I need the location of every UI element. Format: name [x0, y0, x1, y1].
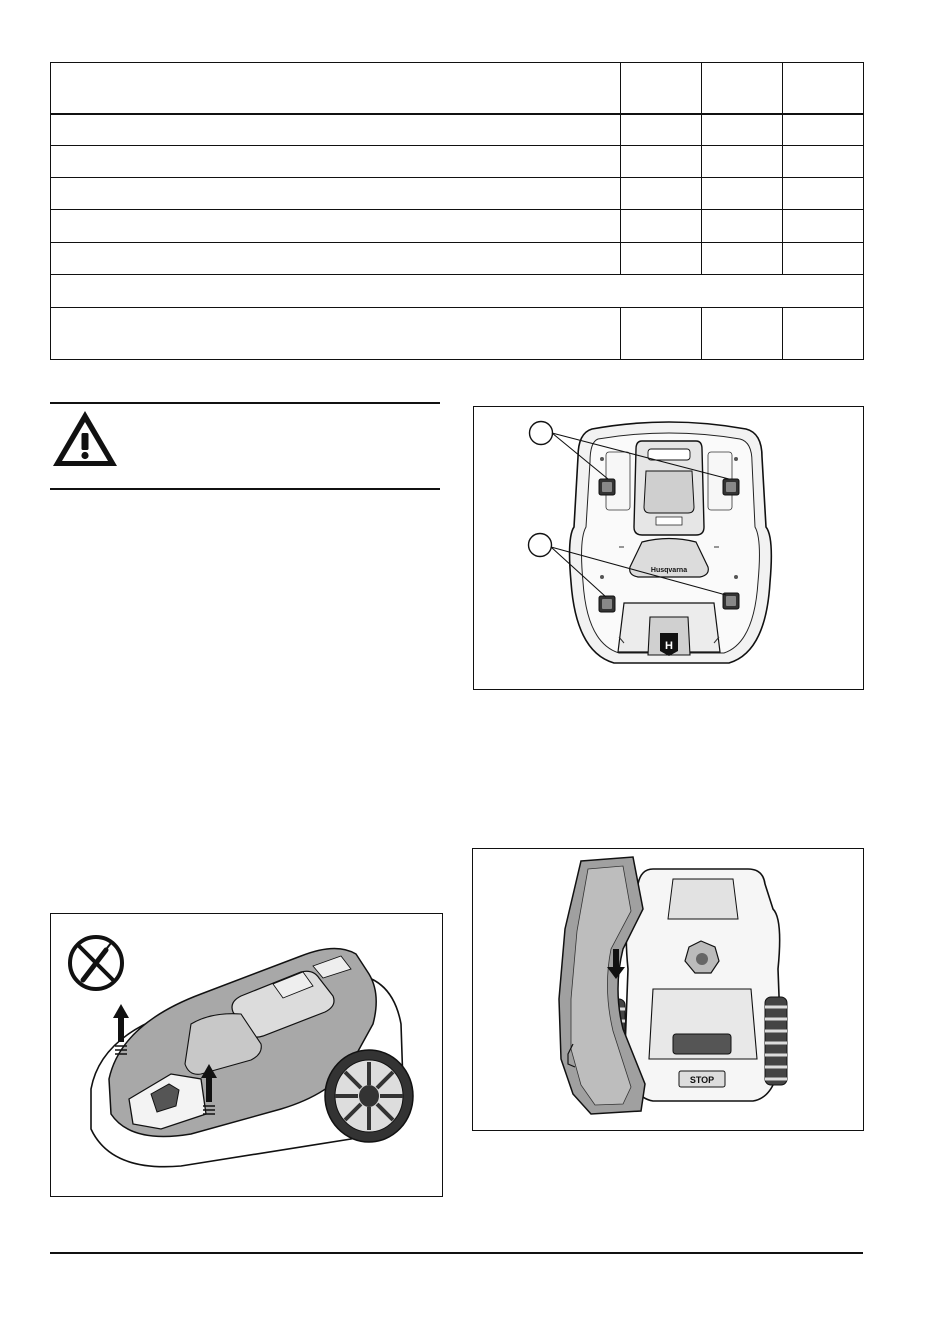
table-row	[51, 114, 864, 146]
table-cell	[783, 210, 864, 243]
warning-bottom-rule	[50, 488, 440, 490]
spec-table	[50, 62, 864, 360]
table-cell	[702, 146, 783, 178]
table-section-label	[51, 275, 864, 308]
table-cell	[702, 178, 783, 210]
mower-top-view-figure	[473, 406, 864, 690]
brand-label: Husqvarna	[650, 567, 688, 574]
no-tools-icon	[70, 937, 122, 989]
table-header-cell	[51, 63, 621, 114]
mower-cover-lift-figure	[50, 913, 443, 1197]
table-cell	[783, 243, 864, 275]
table-cell	[783, 114, 864, 146]
table-cell	[702, 243, 783, 275]
table-header-cell	[621, 63, 702, 114]
table-cell	[621, 114, 702, 146]
lift-arrow-icon	[113, 1004, 129, 1054]
table-cell	[783, 146, 864, 178]
table-header-cell	[783, 63, 864, 114]
table-header-row	[51, 63, 864, 114]
table-row	[51, 178, 864, 210]
table-cell	[783, 178, 864, 210]
table-cell	[621, 308, 702, 360]
table-cell	[51, 114, 621, 146]
table-cell	[51, 243, 621, 275]
table-row	[51, 243, 864, 275]
mower-top-view-illustration	[474, 407, 865, 691]
rear-wheel	[325, 1050, 413, 1142]
callout-2-marker	[529, 534, 552, 557]
table-cell	[621, 210, 702, 243]
table-section-row	[51, 275, 864, 308]
table-row	[51, 308, 864, 360]
table-row	[51, 210, 864, 243]
footer-rule	[50, 1252, 863, 1254]
warning-top-rule	[50, 402, 440, 404]
table-cell	[702, 114, 783, 146]
table-cell	[51, 308, 621, 360]
table-cell	[51, 146, 621, 178]
table-cell	[621, 243, 702, 275]
table-header-cell	[702, 63, 783, 114]
table-cell	[621, 146, 702, 178]
stop-label: STOP	[689, 1075, 715, 1085]
warning-triangle-icon	[50, 408, 120, 470]
table-cell	[783, 308, 864, 360]
svg-text:H: H	[665, 640, 673, 652]
callout-1-marker	[530, 422, 553, 445]
table-cell	[621, 178, 702, 210]
table-cell	[51, 178, 621, 210]
table-row	[51, 146, 864, 178]
wheel-right	[765, 997, 787, 1085]
mower-bottom-illustration	[473, 849, 865, 1132]
table-cell	[702, 308, 783, 360]
mower-cover-illustration	[51, 914, 444, 1198]
table-cell	[702, 210, 783, 243]
table-cell	[51, 210, 621, 243]
mower-bottom-view-figure	[472, 848, 864, 1131]
